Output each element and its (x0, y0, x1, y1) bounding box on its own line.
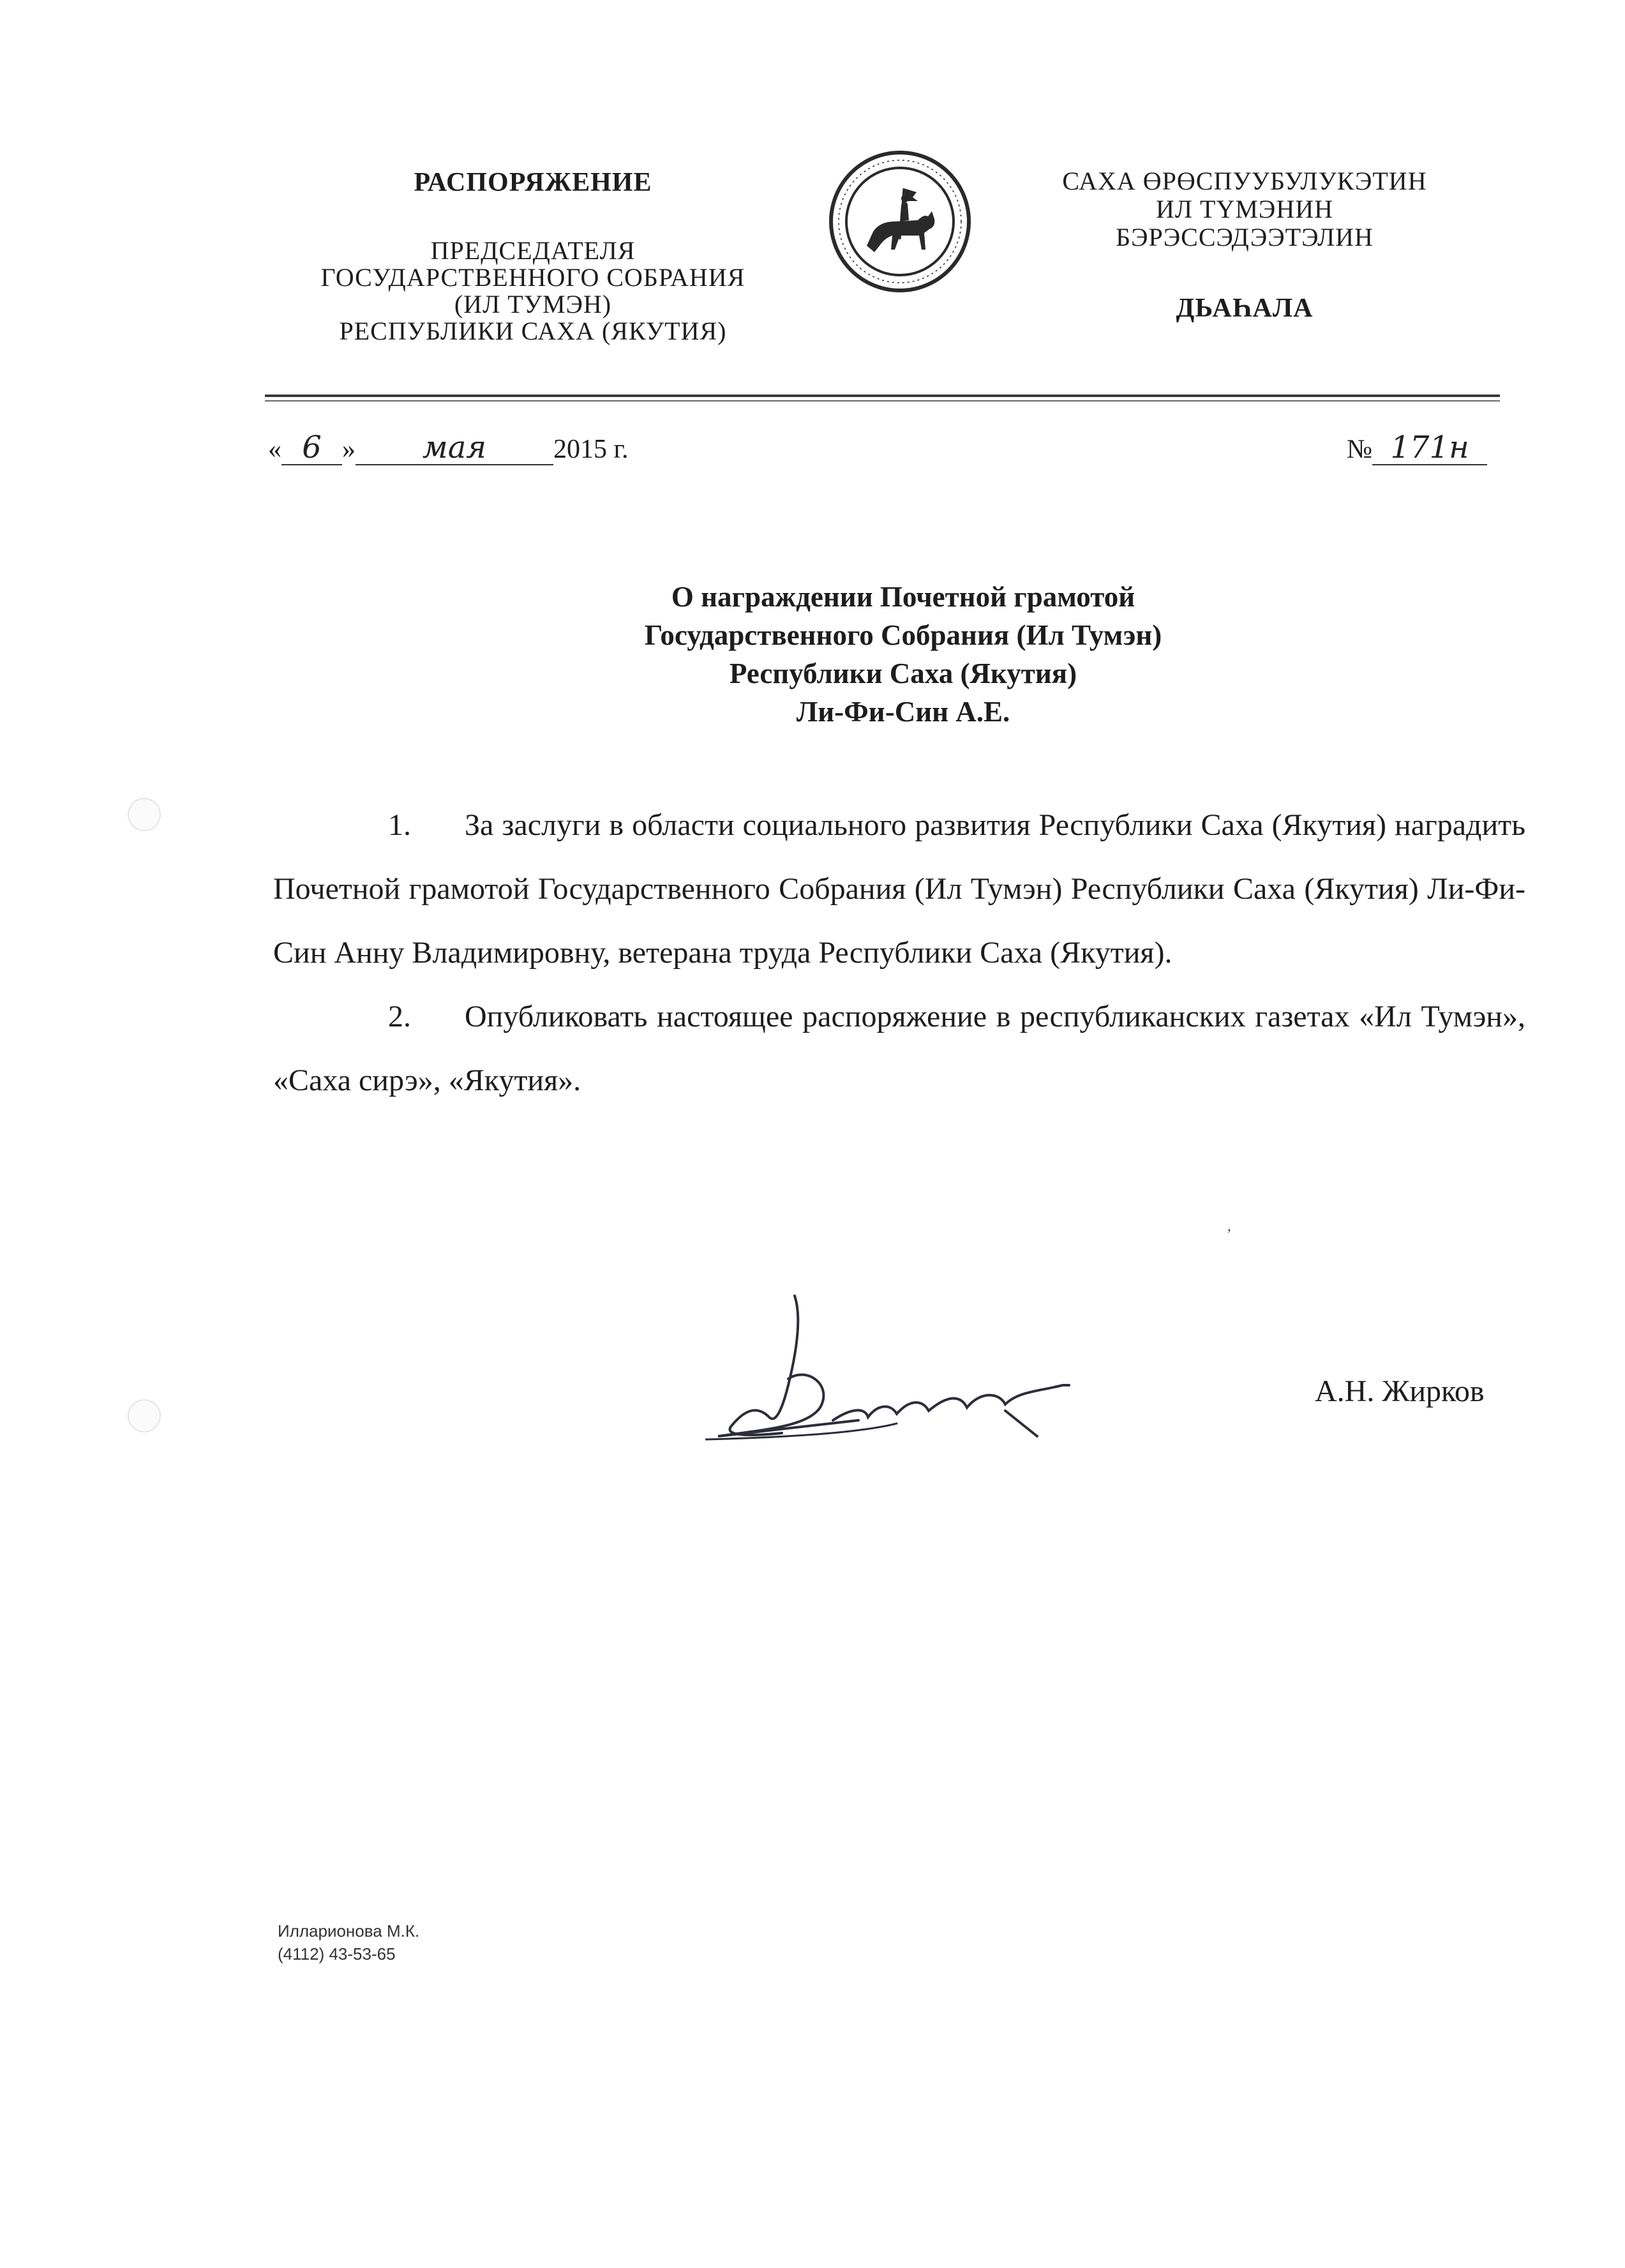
document-heading (332, 578, 1474, 731)
issuer-sakha (996, 167, 1494, 252)
date-year: 2015 г. (553, 435, 629, 464)
item-text: За заслуги в области социального развития Республики Саха (Якутия) наградить Почетной грамотой Государственного Собрания (Ил Тумэн) Республики Саха (Якутия) Ли-Фи-Син Анну Владимировну, ветерана труда Республики Саха (Якутия). (273, 808, 1525, 970)
republic-emblem-icon (828, 150, 972, 294)
document-type-sakha: ДЬАҺАЛА (1176, 294, 1314, 323)
date-day: 6 (281, 431, 342, 465)
document-number (1347, 431, 1487, 465)
document-type-ru: РАСПОРЯЖЕНИЕ (414, 168, 652, 197)
header-left (262, 167, 804, 345)
handwritten-signature (705, 1289, 1101, 1455)
item-number: 2. (388, 1000, 411, 1033)
header-divider (265, 394, 1500, 397)
issuer-line: ИЛ ТҮМЭНИН (1156, 195, 1333, 223)
issuer-line: ПРЕДСЕДАТЕЛЯ (430, 236, 636, 265)
item-text: Опубликовать настоящее распоряжение в республиканских газетах «Ил Тумэн», «Саха сирэ», «Якутия». (273, 1000, 1525, 1097)
heading-line: Ли-Фи-Син А.Е. (796, 696, 1010, 728)
issuer-line: (ИЛ ТУМЭН) (454, 290, 612, 319)
header-right (996, 167, 1494, 324)
date-month: мая (356, 431, 553, 465)
issuer-ru (262, 237, 804, 345)
quote-open: « (268, 435, 281, 464)
document-body (273, 793, 1525, 1113)
punch-hole (128, 798, 161, 831)
body-item (273, 793, 1525, 985)
header-divider (265, 400, 1500, 402)
executor-info (278, 1919, 419, 1965)
signer-name: А.Н. Жирков (1315, 1374, 1485, 1408)
number-value: 171н (1372, 431, 1487, 465)
heading-line: Государственного Собрания (Ил Тумэн) (644, 619, 1162, 651)
executor-phone: (4112) 43-53-65 (278, 1944, 396, 1964)
heading-line: О награждении Почетной грамотой (671, 581, 1135, 613)
document-date (268, 431, 629, 465)
issuer-line: САХА ӨРӨСПУУБУЛУКЭТИН (1062, 167, 1427, 195)
quote-close: » (342, 435, 356, 464)
number-label: № (1347, 435, 1373, 464)
issuer-line: БЭРЭССЭДЭЭТЭЛИН (1116, 223, 1374, 252)
executor-name: Илларионова М.К. (278, 1921, 420, 1941)
punch-hole (128, 1399, 161, 1432)
heading-line: Республики Саха (Якутия) (729, 657, 1077, 689)
issuer-line: РЕСПУБЛИКИ САХА (ЯКУТИЯ) (339, 317, 727, 345)
issuer-line: ГОСУДАРСТВЕННОГО СОБРАНИЯ (320, 263, 745, 292)
scan-mark: ‚ (1227, 1218, 1232, 1234)
item-number: 1. (388, 808, 411, 842)
body-item (273, 985, 1525, 1113)
